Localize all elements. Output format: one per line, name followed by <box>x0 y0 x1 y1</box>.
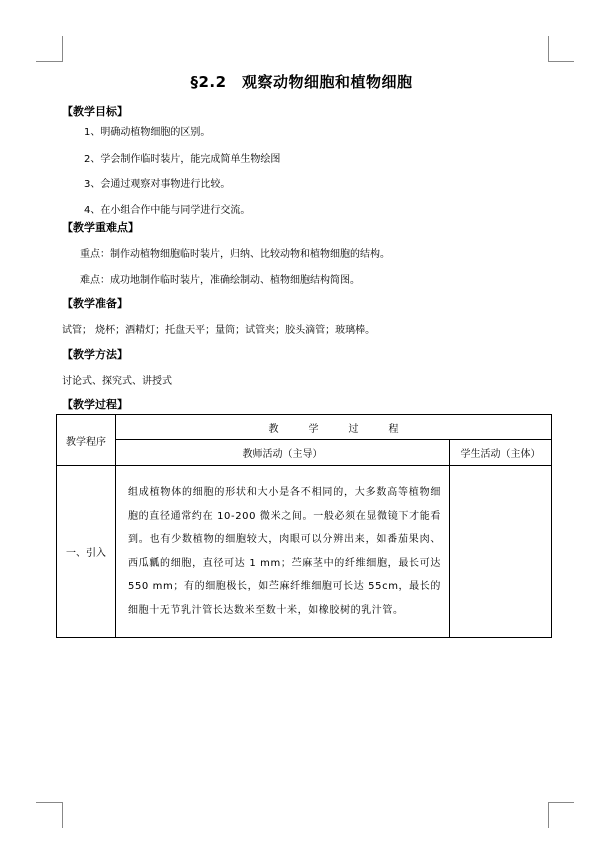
process-table <box>56 414 552 638</box>
crop-mark-top-left-v <box>62 36 63 62</box>
key-points-heading: 【教学重难点】 <box>62 221 139 234</box>
objective-item: 4、在小组合作中能与同学进行交流。 <box>84 205 251 216</box>
objective-item: 2、学会制作临时装片，能完成简单生物绘图 <box>84 154 281 165</box>
difficult-point-text: 难点：成功地制作临时装片，准确绘制动、植物细胞结构简图。 <box>80 275 360 286</box>
objective-item: 3、会通过观察对事物进行比较。 <box>84 179 231 190</box>
crop-mark-top-right-h <box>548 61 574 62</box>
crop-mark-bottom-left-h <box>36 802 62 803</box>
objectives-heading: 【教学目标】 <box>62 105 128 118</box>
procedure-header: 教学程序 <box>57 415 116 466</box>
student-activity-cell <box>450 466 552 638</box>
crop-mark-top-right-v <box>548 36 549 62</box>
student-activity-header: 学生活动（主体） <box>450 440 552 466</box>
process-header: 教 学 过 程 <box>116 415 552 440</box>
process-heading: 【教学过程】 <box>62 398 128 411</box>
crop-mark-top-left-h <box>36 61 62 62</box>
crop-mark-bottom-left-v <box>62 802 63 828</box>
table-row <box>57 466 552 638</box>
crop-mark-bottom-right-h <box>548 802 574 803</box>
page-title: §2.2 观察动物细胞和植物细胞 <box>190 73 413 91</box>
preparation-heading: 【教学准备】 <box>62 297 128 310</box>
preparation-text: 试管； 烧杯；酒精灯；托盘天平；量筒；试管夹；胶头滴管；玻璃棒。 <box>62 325 376 336</box>
teacher-activity-cell: 组成植物体的细胞的形状和大小是各不相同的，大多数高等植物细胞的直径通常约在 10-200 微米之间。一般必须在显微镜下才能看到。也有少数植物的细胞较大，肉眼可以分辨出来，如番茄果肉、西瓜瓤的细胞，直径可达 1 mm；苎麻茎中的纤维细胞，最长可达 550 mm；有的细胞极长，如苎麻纤维细胞可长达 55cm，最长的细胞十无节乳汁管长达数米至数十米，如橡胶树的乳汁管。 <box>116 466 450 638</box>
objective-item: 1、明确动植物细胞的区别。 <box>84 127 211 138</box>
teacher-activity-header: 教师活动（主导） <box>116 440 450 466</box>
crop-mark-bottom-right-v <box>548 802 549 828</box>
stage-cell: 一、引入 <box>57 466 116 638</box>
key-point-text: 重点：制作动植物细胞临时装片，归纳、比较动物和植物细胞的结构。 <box>80 249 390 260</box>
methods-heading: 【教学方法】 <box>62 348 128 361</box>
methods-text: 讨论式、探究式、讲授式 <box>62 376 172 387</box>
